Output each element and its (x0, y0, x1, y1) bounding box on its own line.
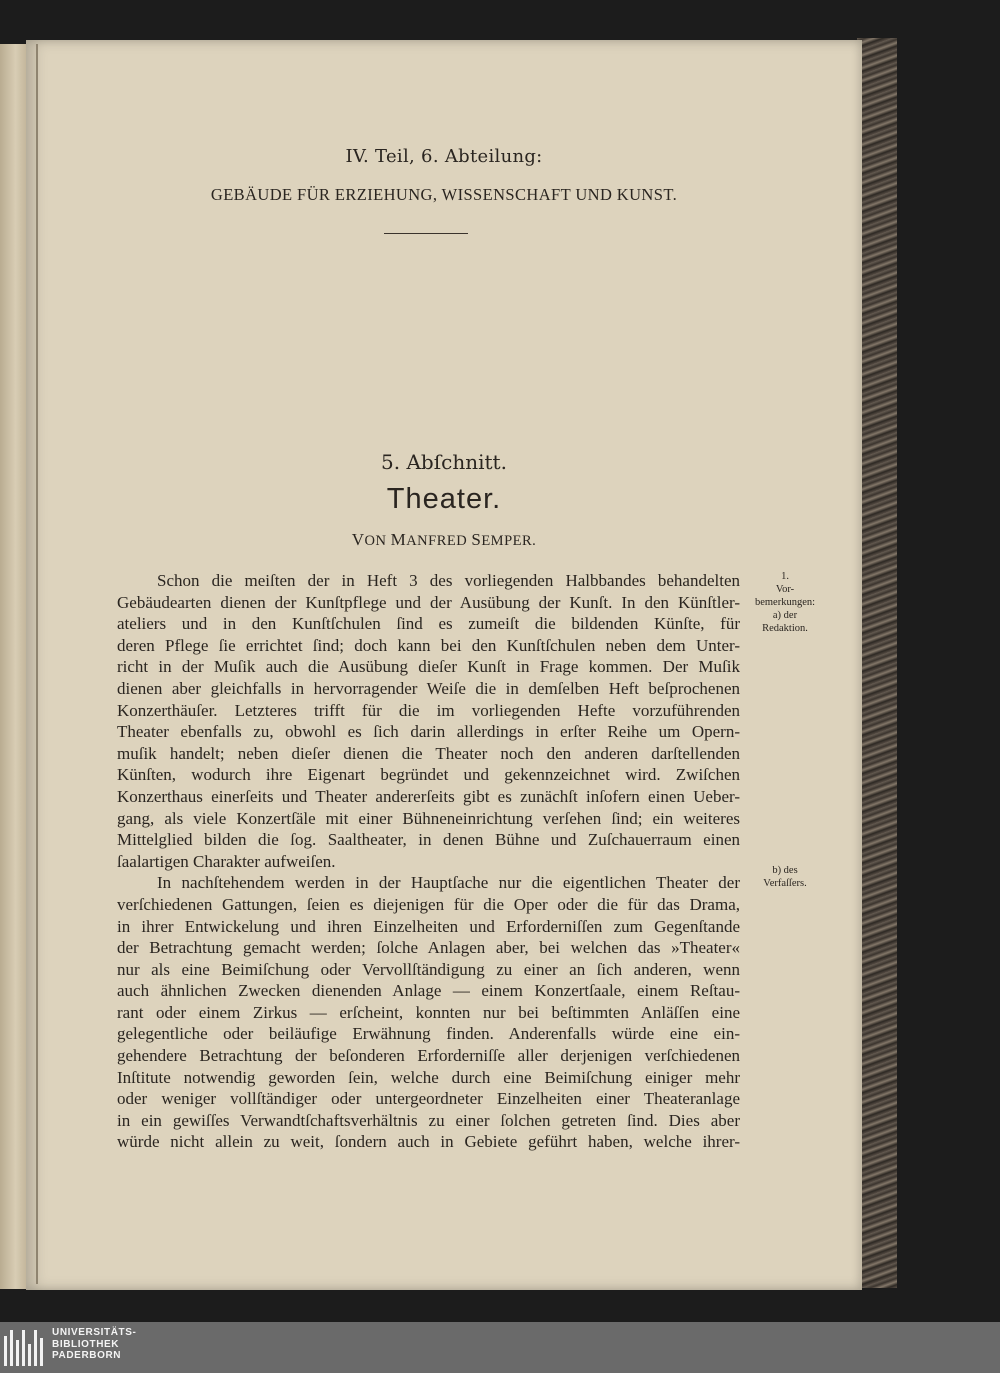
text-line: gang, als viele Konzertſäle mit einer Bühneneinrichtung verſehen ſind; ein weiteres (117, 808, 740, 828)
text-line: auch ähnlichen Zwecken dienenden Anlage — einem Konzertſaale, einem Reſtau- (117, 981, 740, 1001)
previous-page-edge (0, 44, 26, 1289)
text-line: würde nicht allein zu weit, ſondern auch in Gebiete geführt haben, welche ihrer- (117, 1132, 740, 1152)
marbled-book-edge (857, 38, 897, 1288)
text-line: nur als eine Beimiſchung oder Vervollſtändigung zu einer an ſich anderen, wenn (117, 959, 740, 979)
margin-note-line: bemerkungen: (754, 597, 816, 608)
text-line: Schon die meiſten der in Heft 3 des vorliegenden Halbbandes behandelten (157, 571, 740, 590)
author-prefix-initial: V (351, 530, 365, 549)
margin-note-line: 1. (781, 571, 789, 582)
margin-note-line: b) des (772, 865, 798, 876)
text-line: oder weniger vollſtändiger oder untergeordneter Einzelheiten einer Theateranlage (117, 1089, 740, 1109)
author-last-rest: EMPER. (481, 533, 537, 549)
text-line: Mittelglied bilden die ſog. Saaltheater, in denen Bühne und Zuſchauerraum einen (117, 830, 740, 850)
text-line: richt in der Muſik auch die Ausübung dieſer Kunſt in Frage kommen. Der Muſik (117, 657, 740, 677)
text-line: gelegentliche oder beiläufige Erwähnung finden. Anderenfalls würde eine ein- (117, 1024, 740, 1044)
margin-note-line: Verfaſſers. (763, 878, 807, 889)
heading-divider (384, 233, 468, 234)
chapter-title: Theater. (386, 483, 502, 515)
text-line: Gebäudearten dienen der Kunſtpflege und der Ausübung der Kunſt. In den Künſtler- (117, 592, 740, 612)
author-prefix-rest: ON (364, 533, 391, 549)
text-line: in ein gewiſſes Verwandtſchaftsverhältnis zu einer ſolchen getreten ſind. Dies aber (117, 1110, 740, 1130)
text-line: In nachſtehendem werden in der Hauptſache nur die eigentlichen Theater der (157, 873, 740, 893)
text-line: der Betrachtung gemacht werden; ſolche Anlagen aber, bei welchen das »Theater« (117, 938, 740, 958)
library-name-line: UNIVERSITÄTS- (52, 1327, 137, 1338)
library-name (52, 1327, 136, 1362)
library-name-line: PADERBORN (52, 1350, 122, 1361)
gutter-line (36, 44, 38, 1284)
body-text (117, 570, 740, 1153)
text-line: in ihrer Entwickelung und ihren Einzelheiten und Erforderniſſen zum Gegenſtande (117, 916, 740, 936)
text-line: muſik handelt; neben dieſer dienen die Theater noch den anderen darſtellenden (117, 743, 740, 763)
author-line (26, 530, 862, 550)
author-first-initial: M (390, 530, 407, 549)
text-line: Konzerthaus einerſeits und Theater andererſeits gibt es zunächſt inſofern einen Ueber- (117, 786, 740, 806)
library-logo-icon (4, 1330, 46, 1366)
text-line: Konzerthäuſer. Letzteres trifft für die im vorliegenden Hefte vorzuführenden (117, 700, 740, 720)
text-line: dienen aber gleichfalls in hervorragender Weiſe die in demſelben Heft beſprochenen (117, 678, 740, 698)
margin-note-preliminary (740, 570, 830, 635)
text-line: Inſtitute notwendig geworden ſein, welche durch eine Beimiſchung einiger mehr (117, 1067, 740, 1087)
library-name-line: BIBLIOTHEK (52, 1338, 120, 1350)
text-line: verſchiedenen Gattungen, ſeien es diejenigen für die Oper oder die für das Drama, (117, 894, 740, 914)
text-line: ſaalartigen Charakter aufweiſen. (117, 851, 336, 871)
text-line: gehendere Betrachtung der beſonderen Erforderniſſe aller derjenigen verſchiedenen (117, 1046, 740, 1066)
margin-note-line: Redaktion. (762, 623, 808, 634)
text-line: Theater ebenfalls zu, obwohl es ſich darin allerdings in erſter Reihe um Opern- (117, 722, 740, 742)
margin-note-line: a) der (772, 610, 798, 621)
text-line: rant oder einem Zirkus — erſcheint, konnten nur bei beſtimmten Anläſſen eine (117, 1002, 740, 1022)
text-line: Künſten, wodurch ihre Eigenart begründet und gekennzeichnet wird. Zwiſchen (117, 765, 740, 785)
text-line: ateliers und in den Kunſtſchulen ſind es zumeiſt die bildenden Künſte, für (117, 614, 740, 634)
margin-note-author (740, 864, 830, 890)
part-heading: IV. Teil, 6. Abteilung: (345, 146, 543, 167)
library-footer (0, 1322, 1000, 1373)
text-line: deren Pflege ſie errichtet ſind; doch kann bei den Kunſtſchulen neben dem Unter- (117, 635, 740, 655)
division-heading: GEBÄUDE FÜR ERZIEHUNG, WISSENSCHAFT UND KUNST. (210, 185, 678, 204)
section-label: 5. Abſchnitt. (381, 450, 507, 474)
author-first-rest: ANFRED (406, 533, 472, 549)
author-last-initial: S (471, 530, 482, 549)
margin-note-line: Vor- (775, 584, 795, 595)
